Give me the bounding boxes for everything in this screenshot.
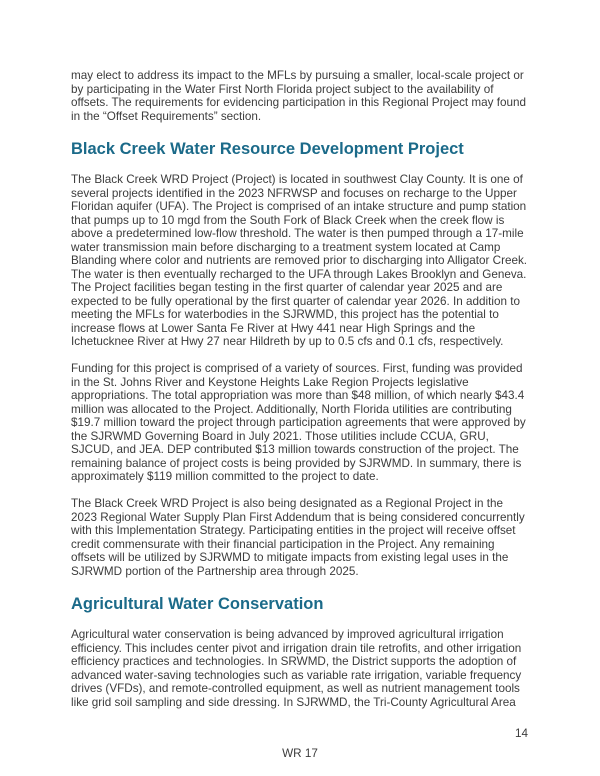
black-creek-paragraph-2: Funding for this project is comprised of a variety of sources. First, funding was provided in the St. Johns River and Keystone Heights Lake Region Projects legislative appropriations. The total appropriation was more than $48 million, of which nearly $43.4 million was allocated to the Project. Additionally, North Florida utilities are contributing $19.7 million toward the project through participation agreements that were approved by the SJRWMD Governing Board in July 2021. Those utilities include CCUA, GRU, SJCUD, and JEA. DEP contributed $13 million towards construction of the project. The remaining balance of project costs is being provided by SJRWMD. In summary, there is approximately $119 million committed to the project to date.	[71, 362, 526, 483]
agricultural-water-paragraph-1: Agricultural water conservation is being advanced by improved agricultural irrigation efficiency. This includes center pivot and irrigation drain tile retrofits, and other irrigation efficiency practices and technologies. In SRWMD, the District supports the adoption of advanced water-saving technologies such as variable rate irrigation, variable frequency drives (VFDs), and remote-controlled equipment, as well as nutrient management tools like grid soil sampling and side dressing. In SJRWMD, the Tri-County Agricultural Area	[71, 628, 522, 709]
footer-label: WR 17	[282, 747, 318, 760]
page-number: 14	[514, 727, 528, 740]
document-body	[71, 69, 532, 723]
section-heading-agricultural-water: Agricultural Water Conservation	[71, 594, 324, 613]
black-creek-paragraph-3: The Black Creek WRD Project is also being designated as a Regional Project in the 2023 Regional Water Supply Plan First Addendum that is being considered concurrently with this Implementation Strategy. Participating entities in the project will receive offset credit commensurate with their financial participation in the Project. Any remaining offsets will be utilized by SJRWMD to mitigate impacts from existing legal uses in the SJRWMD portion of the Partnership area through 2025.	[71, 497, 525, 578]
intro-paragraph: may elect to address its impact to the MFLs by pursuing a smaller, local-scale project or by participating in the Water First North Florida project subject to the availability of offsets. The requirements for evidencing participation in this Regional Project may found in the “Offset Requirements” section.	[71, 69, 526, 123]
black-creek-paragraph-1: The Black Creek WRD Project (Project) is located in southwest Clay County. It is one of several projects identified in the 2023 NFRWSP and focuses on recharge to the Upper Floridan aquifer (UFA). The Project is comprised of an intake structure and pump station that pumps up to 10 mgd from the South Fork of Black Creek when the creek flow is above a predetermined low-flow threshold. The water is then pumped through a 17-mile water transmission main before discharging to a treatment system located at Camp Blanding where color and nutrients are removed prior to discharging into Alligator Creek. The water is then eventually recharged to the UFA through Lakes Brooklyn and Geneva. The Project facilities began testing in the first quarter of calendar year 2025 and are expected to be fully operational by the first quarter of calendar year 2026. In addition to meeting the MFLs for waterbodies in the SJRWMD, this project has the potential to increase flows at Lower Santa Fe River at Hwy 441 near High Springs and the Ichetucknee River at Hwy 27 near Hildreth by up to 0.5 cfs and 0.1 cfs, respectively.	[71, 173, 528, 348]
section-heading-black-creek: Black Creek Water Resource Development Project	[71, 139, 464, 158]
